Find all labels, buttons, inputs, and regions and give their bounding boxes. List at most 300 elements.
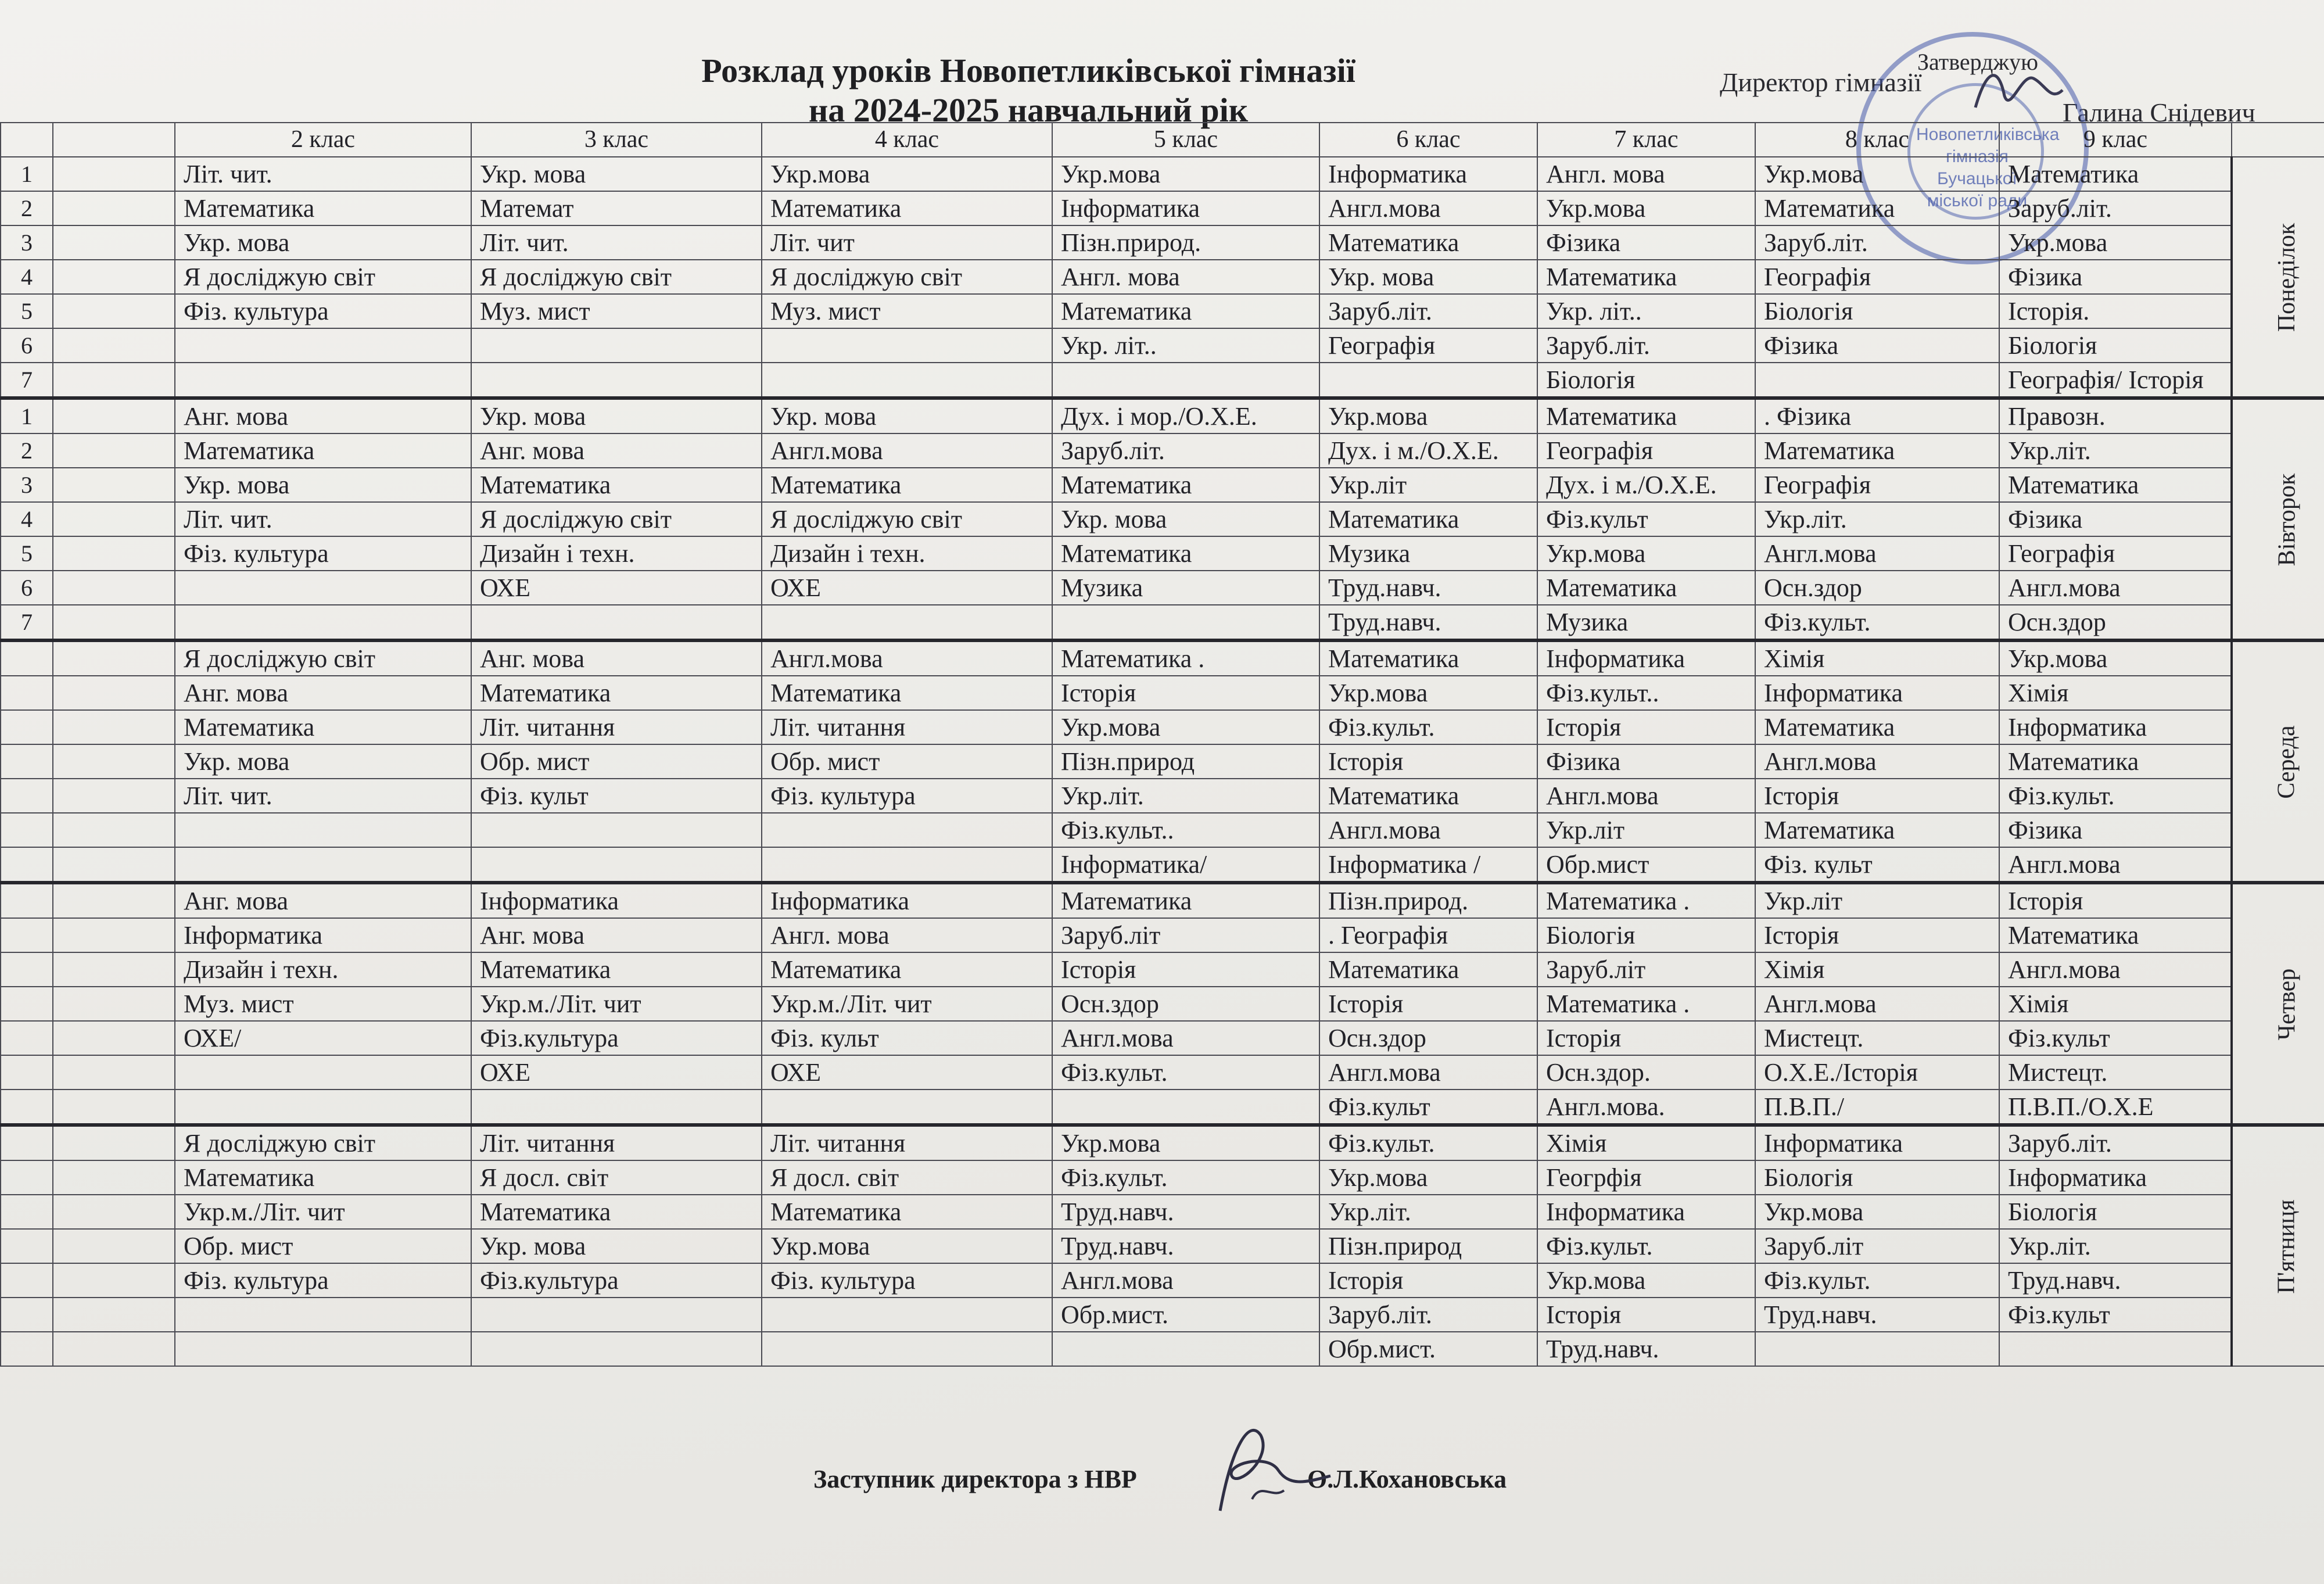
lesson-number: 5: [1, 294, 53, 328]
lesson-cell: Історія: [1755, 779, 1999, 813]
lesson-cell: Укр.м./Літ. чит: [762, 987, 1052, 1021]
lesson-cell: Математика: [1999, 744, 2232, 779]
lesson-cell: Історія: [1319, 744, 1537, 779]
lesson-cell: Математика: [1319, 640, 1537, 676]
lesson-cell: Англ.мова: [1755, 744, 1999, 779]
lesson-cell: Фізика: [1537, 225, 1755, 260]
lesson-cell: Історія: [1319, 987, 1537, 1021]
blank-cell: [53, 433, 175, 468]
day-label-cell: [2232, 883, 2324, 1125]
lesson-cell: Укр.мова: [1537, 536, 1755, 571]
lesson-cell: П.В.П./: [1755, 1090, 1999, 1125]
lesson-cell: Я досліджую світ: [762, 502, 1052, 536]
lesson-cell: Математика: [1319, 779, 1537, 813]
lesson-cell: [175, 363, 471, 398]
director-label: Директор гімназії: [1720, 67, 1922, 97]
blank-cell: [53, 225, 175, 260]
lesson-cell: Укр. мова: [471, 1229, 762, 1263]
lesson-cell: Я досліджую світ: [471, 260, 762, 294]
lesson-cell: Фіз. культура: [175, 536, 471, 571]
lesson-row: [1, 502, 2324, 536]
blank-cell: [53, 1195, 175, 1229]
lesson-row: [1, 952, 2324, 987]
lesson-cell: Математика: [1537, 571, 1755, 605]
lesson-number: [1, 1125, 53, 1160]
blank-cell: [53, 640, 175, 676]
lesson-cell: [175, 813, 471, 847]
lesson-cell: Фіз.культ: [1537, 502, 1755, 536]
lesson-cell: Математика .: [1052, 640, 1319, 676]
lesson-cell: Біологія: [1537, 918, 1755, 952]
lesson-cell: Історія: [1319, 1263, 1537, 1298]
lesson-cell: Літ. читання: [762, 710, 1052, 744]
lesson-row: [1, 157, 2324, 191]
lesson-row: [1, 328, 2324, 363]
lesson-cell: Укр.літ.: [1052, 779, 1319, 813]
lesson-cell: Укр. літ..: [1537, 294, 1755, 328]
lesson-cell: Літ. чит: [762, 225, 1052, 260]
lesson-cell: Фізика: [1537, 744, 1755, 779]
lesson-cell: Заруб.літ.: [1052, 433, 1319, 468]
lesson-cell: Математика: [1755, 710, 1999, 744]
lesson-number: [1, 813, 53, 847]
lesson-cell: Дух. і м./О.Х.Е.: [1319, 433, 1537, 468]
lesson-cell: Літ. чит.: [175, 779, 471, 813]
lesson-number: [1, 1021, 53, 1055]
lesson-cell: Математика: [762, 468, 1052, 502]
lesson-cell: Заруб.літ.: [1755, 225, 1999, 260]
lesson-cell: Інформатика: [1755, 676, 1999, 710]
lesson-cell: . Фізика: [1755, 398, 1999, 433]
day-label-cell: [2232, 157, 2324, 398]
lesson-cell: Дизайн і техн.: [762, 536, 1052, 571]
lesson-cell: [762, 847, 1052, 883]
lesson-cell: Інформатика: [1999, 1160, 2232, 1195]
lesson-cell: Фіз.культ..: [1537, 676, 1755, 710]
lesson-number: 1: [1, 157, 53, 191]
lesson-cell: Математика: [175, 1160, 471, 1195]
lesson-cell: Математика: [175, 710, 471, 744]
lesson-cell: [471, 363, 762, 398]
stamp-line-3: міської ради: [1927, 191, 2028, 210]
blank-cell: [53, 710, 175, 744]
lesson-cell: Математика: [471, 676, 762, 710]
lesson-cell: Інформатика: [1755, 1125, 1999, 1160]
lesson-cell: Укр. мова: [175, 225, 471, 260]
lesson-number: [1, 1055, 53, 1090]
lesson-number: [1, 952, 53, 987]
lesson-cell: Укр.мова: [1052, 710, 1319, 744]
blank-cell: [53, 1090, 175, 1125]
lesson-row: [1, 398, 2324, 433]
deputy-name: О.Л.Кохановська: [1307, 1465, 1507, 1493]
lesson-cell: Історія: [1537, 1298, 1755, 1332]
lesson-cell: Фіз. культура: [175, 1263, 471, 1298]
blank-cell: [53, 1125, 175, 1160]
day-label: Четвер: [2273, 968, 2300, 1041]
title-line-2: на 2024-2025 навчальний рік: [808, 91, 1249, 129]
blank-cell: [53, 779, 175, 813]
lesson-cell: Літ. читання: [471, 710, 762, 744]
lesson-row: [1, 536, 2324, 571]
blank-cell: [53, 571, 175, 605]
lesson-cell: [471, 328, 762, 363]
lesson-cell: Літ. читання: [471, 1125, 762, 1160]
lesson-cell: Географія: [1755, 260, 1999, 294]
lesson-cell: Англ. мова: [1052, 260, 1319, 294]
lesson-cell: Осн.здор: [1319, 1021, 1537, 1055]
lesson-cell: Укр.м./Літ. чит: [175, 1195, 471, 1229]
lesson-cell: Географія/ Історія: [1999, 363, 2232, 398]
lesson-cell: ОХЕ: [762, 571, 1052, 605]
director-signature-icon: [1964, 55, 2068, 125]
blank-cell: [53, 1229, 175, 1263]
lesson-cell: [762, 1332, 1052, 1366]
blank-cell: [53, 157, 175, 191]
lesson-cell: Укр. мова: [762, 398, 1052, 433]
lesson-cell: Інформатика: [1319, 157, 1537, 191]
lesson-cell: Математика: [762, 1195, 1052, 1229]
lesson-cell: Англ.мова: [1537, 779, 1755, 813]
lesson-cell: Укр.літ: [1537, 813, 1755, 847]
lesson-cell: [175, 571, 471, 605]
lesson-number: [1, 1195, 53, 1229]
blank-cell: [53, 744, 175, 779]
lesson-cell: Англ.мова.: [1537, 1090, 1755, 1125]
lesson-number: 1: [1, 398, 53, 433]
day-label: П'ятниця: [2273, 1199, 2300, 1294]
lesson-number: [1, 883, 53, 918]
lesson-cell: Фіз. культура: [762, 1263, 1052, 1298]
lesson-cell: Інформатика/: [1052, 847, 1319, 883]
page-title: [593, 51, 1464, 130]
lesson-cell: Математика: [1052, 536, 1319, 571]
lesson-cell: [762, 1090, 1052, 1125]
lesson-cell: Фіз.культура: [471, 1263, 762, 1298]
lesson-cell: Математика: [175, 433, 471, 468]
lesson-cell: Математика: [1052, 468, 1319, 502]
blank-cell: [53, 294, 175, 328]
lesson-cell: Математика .: [1537, 883, 1755, 918]
header-class: 6 клас: [1319, 123, 1537, 157]
blank-cell: [53, 1263, 175, 1298]
blank-cell: [53, 987, 175, 1021]
lesson-cell: Укр. мова: [471, 157, 762, 191]
lesson-cell: Труд.навч.: [1755, 1298, 1999, 1332]
lesson-cell: ОХЕ: [471, 1055, 762, 1090]
lesson-cell: Я досл. світ: [471, 1160, 762, 1195]
lesson-number: [1, 1332, 53, 1366]
deputy-block: [813, 1464, 1507, 1494]
lesson-row: [1, 847, 2324, 883]
lesson-cell: Обр.мист: [1537, 847, 1755, 883]
lesson-row: [1, 640, 2324, 676]
lesson-cell: ОХЕ: [471, 571, 762, 605]
lesson-cell: Англ.мова: [1319, 191, 1537, 225]
lesson-cell: Обр. мист: [471, 744, 762, 779]
blank-cell: [53, 468, 175, 502]
lesson-row: [1, 1021, 2324, 1055]
lesson-cell: Фіз. культура: [762, 779, 1052, 813]
lesson-cell: Фіз. культура: [175, 294, 471, 328]
blank-cell: [53, 328, 175, 363]
lesson-row: [1, 571, 2324, 605]
lesson-cell: Музика: [1319, 536, 1537, 571]
lesson-cell: Хімія: [1755, 640, 1999, 676]
lesson-cell: Географія: [1537, 433, 1755, 468]
lesson-cell: [1052, 605, 1319, 640]
lesson-cell: Фізика: [1999, 260, 2232, 294]
lesson-cell: Музика: [1537, 605, 1755, 640]
lesson-cell: Математика: [175, 191, 471, 225]
lesson-row: [1, 1229, 2324, 1263]
lesson-cell: Укр.літ.: [1319, 1195, 1537, 1229]
lesson-cell: [762, 328, 1052, 363]
lesson-cell: Укр.мова: [1537, 1263, 1755, 1298]
lesson-cell: Історія: [1052, 952, 1319, 987]
lesson-row: [1, 191, 2324, 225]
lesson-cell: Фіз.культ.: [1537, 1229, 1755, 1263]
lesson-cell: Анг. мова: [471, 433, 762, 468]
header-class: 7 клас: [1537, 123, 1755, 157]
lesson-cell: [175, 605, 471, 640]
lesson-cell: Фіз. культ: [762, 1021, 1052, 1055]
lesson-cell: Труд.навч.: [1052, 1229, 1319, 1263]
lesson-number: [1, 847, 53, 883]
blank-cell: [53, 883, 175, 918]
lesson-cell: Фіз.культ.: [1052, 1160, 1319, 1195]
lesson-number: 2: [1, 191, 53, 225]
lesson-cell: Математика: [1319, 952, 1537, 987]
lesson-row: [1, 1160, 2324, 1195]
lesson-cell: [762, 605, 1052, 640]
lesson-cell: Обр. мист: [762, 744, 1052, 779]
lesson-number: [1, 1229, 53, 1263]
lesson-number: 7: [1, 605, 53, 640]
lesson-cell: Труд.навч.: [1319, 605, 1537, 640]
lesson-cell: Укр.мова: [1319, 1160, 1537, 1195]
lesson-cell: Укр. мова: [175, 468, 471, 502]
lesson-cell: Укр. мова: [1319, 260, 1537, 294]
deputy-signature-icon: [1197, 1412, 1342, 1528]
lesson-cell: Заруб.літ.: [1319, 1298, 1537, 1332]
lesson-cell: Осн.здор.: [1537, 1055, 1755, 1090]
lesson-row: [1, 1195, 2324, 1229]
lesson-cell: [1755, 1332, 1999, 1366]
day-label: Вівторок: [2273, 473, 2300, 567]
lesson-cell: Англ.мова: [1319, 813, 1537, 847]
lesson-cell: Англ.мова: [1999, 952, 2232, 987]
blank-cell: [53, 847, 175, 883]
lesson-row: [1, 1332, 2324, 1366]
lesson-cell: Літ. чит.: [175, 502, 471, 536]
lesson-cell: Анг. мова: [471, 640, 762, 676]
header-class: 9 клас: [1999, 123, 2232, 157]
lesson-cell: Англ.мова: [1052, 1021, 1319, 1055]
lesson-cell: Укр.мова: [762, 157, 1052, 191]
lesson-cell: Я досліджую світ: [762, 260, 1052, 294]
day-label-cell: [2232, 1125, 2324, 1366]
lesson-row: [1, 779, 2324, 813]
lesson-cell: Англ.мова: [762, 433, 1052, 468]
lesson-number: 6: [1, 571, 53, 605]
director-name: Галина Снідевич: [2063, 98, 2255, 127]
lesson-number: [1, 779, 53, 813]
lesson-cell: Історія: [1537, 1021, 1755, 1055]
lesson-cell: [175, 1332, 471, 1366]
lesson-cell: Математика: [1052, 883, 1319, 918]
lesson-cell: Я досліджую світ: [175, 640, 471, 676]
lesson-cell: Інформатика: [471, 883, 762, 918]
lesson-cell: [175, 1055, 471, 1090]
lesson-cell: Пізн.природ: [1319, 1229, 1537, 1263]
blank-cell: [53, 952, 175, 987]
lesson-cell: Фізика: [1999, 813, 2232, 847]
lesson-cell: Математика: [1319, 225, 1537, 260]
lesson-cell: Мистецт.: [1755, 1021, 1999, 1055]
lesson-row: [1, 605, 2324, 640]
title-line-1: Розклад уроків Новопетликівської гімназії: [701, 52, 1355, 89]
lesson-cell: Фіз.культ: [1999, 1298, 2232, 1332]
lesson-cell: Фіз.культ.: [1319, 1125, 1537, 1160]
blank-cell: [53, 260, 175, 294]
lesson-number: 5: [1, 536, 53, 571]
lesson-cell: [175, 1090, 471, 1125]
header-class: 5 клас: [1052, 123, 1319, 157]
lesson-cell: Історія: [1999, 883, 2232, 918]
lesson-cell: Інформатика: [175, 918, 471, 952]
lesson-cell: Історія.: [1999, 294, 2232, 328]
lesson-cell: Фіз.культ.: [1319, 710, 1537, 744]
lesson-cell: Заруб.літ.: [1999, 1125, 2232, 1160]
lesson-cell: Англ.мова: [1999, 847, 2232, 883]
lesson-cell: Англ.мова: [1755, 536, 1999, 571]
stamp-line-1: Новопетликівська: [1916, 125, 2060, 144]
lesson-cell: Математика: [471, 468, 762, 502]
lesson-cell: Фізика: [1755, 328, 1999, 363]
lesson-cell: Фіз.культ.: [1755, 1263, 1999, 1298]
lesson-cell: Заруб.літ.: [1999, 191, 2232, 225]
lesson-cell: Математика: [1319, 502, 1537, 536]
lesson-cell: Обр. мист: [175, 1229, 471, 1263]
lesson-cell: [175, 328, 471, 363]
header-blank: [53, 123, 175, 157]
lesson-cell: Англ.мова: [1999, 571, 2232, 605]
lesson-cell: Правозн.: [1999, 398, 2232, 433]
lesson-cell: Фіз.культ: [1999, 1021, 2232, 1055]
blank-cell: [53, 1160, 175, 1195]
lesson-cell: Обр.мист.: [1319, 1332, 1537, 1366]
lesson-cell: Фіз. культ: [1755, 847, 1999, 883]
lesson-cell: Заруб.літ.: [1319, 294, 1537, 328]
lesson-cell: Укр.мова: [1319, 676, 1537, 710]
lesson-cell: Укр.мова: [1999, 225, 2232, 260]
lesson-cell: Літ. чит.: [471, 225, 762, 260]
lesson-row: [1, 1298, 2324, 1332]
lesson-number: [1, 1263, 53, 1298]
day-label-cell: [2232, 398, 2324, 640]
lesson-cell: Я досл. світ: [762, 1160, 1052, 1195]
lesson-cell: Математика: [1755, 433, 1999, 468]
lesson-number: 4: [1, 260, 53, 294]
lesson-cell: Труд.навч.: [1999, 1263, 2232, 1298]
lesson-row: [1, 260, 2324, 294]
lesson-cell: Фіз.культ: [1319, 1090, 1537, 1125]
lesson-number: [1, 744, 53, 779]
lesson-cell: Історія: [1052, 676, 1319, 710]
lesson-cell: Фіз.культ..: [1052, 813, 1319, 847]
lesson-cell: Англ.мова: [1755, 987, 1999, 1021]
lesson-row: [1, 710, 2324, 744]
lesson-cell: [471, 847, 762, 883]
lesson-cell: Математика: [1999, 918, 2232, 952]
lesson-row: [1, 918, 2324, 952]
lesson-number: 3: [1, 225, 53, 260]
lesson-cell: [1755, 363, 1999, 398]
header-class: 2 клас: [175, 123, 471, 157]
lesson-cell: ОХЕ: [762, 1055, 1052, 1090]
lesson-cell: Укр. мова: [1052, 502, 1319, 536]
blank-cell: [53, 813, 175, 847]
lesson-number: 2: [1, 433, 53, 468]
lesson-cell: Географія: [1999, 536, 2232, 571]
lesson-row: [1, 433, 2324, 468]
lesson-number: 7: [1, 363, 53, 398]
lesson-cell: Муз. мист: [762, 294, 1052, 328]
lesson-cell: Укр.мова: [1755, 157, 1999, 191]
lesson-cell: Англ. мова: [762, 918, 1052, 952]
lesson-cell: Осн.здор: [1755, 571, 1999, 605]
lesson-cell: Укр.літ: [1319, 468, 1537, 502]
lesson-cell: Укр.літ.: [1999, 433, 2232, 468]
lesson-cell: Хімія: [1999, 987, 2232, 1021]
blank-cell: [53, 1298, 175, 1332]
lesson-cell: Математика: [762, 191, 1052, 225]
lesson-row: [1, 987, 2324, 1021]
lesson-cell: Історія: [1537, 710, 1755, 744]
lesson-cell: Інформатика: [762, 883, 1052, 918]
lesson-cell: Анг. мова: [175, 676, 471, 710]
lesson-cell: Укр.мова: [1052, 157, 1319, 191]
lesson-cell: Літ. чит.: [175, 157, 471, 191]
deputy-title: Заступник директора з НВР: [813, 1465, 1137, 1493]
lesson-cell: Математ: [471, 191, 762, 225]
lesson-cell: Укр.м./Літ. чит: [471, 987, 762, 1021]
lesson-cell: Муз. мист: [175, 987, 471, 1021]
lesson-cell: Укр.мова: [762, 1229, 1052, 1263]
lesson-cell: Дизайн і техн.: [471, 536, 762, 571]
lesson-cell: Труд.навч.: [1052, 1195, 1319, 1229]
lesson-cell: Географія: [1755, 468, 1999, 502]
lesson-row: [1, 294, 2324, 328]
lesson-cell: Труд.навч.: [1319, 571, 1537, 605]
lesson-cell: Інформатика /: [1319, 847, 1537, 883]
lesson-cell: Заруб.літ: [1052, 918, 1319, 952]
lesson-cell: Фіз. культ: [471, 779, 762, 813]
lesson-number: [1, 1160, 53, 1195]
lesson-cell: [1052, 1090, 1319, 1125]
lesson-cell: Укр.літ.: [1999, 1229, 2232, 1263]
lesson-number: [1, 640, 53, 676]
blank-cell: [53, 398, 175, 433]
lesson-cell: Укр.мова: [1319, 398, 1537, 433]
lesson-cell: Географія: [1319, 328, 1537, 363]
lesson-number: [1, 676, 53, 710]
lesson-cell: Укр.мова: [1755, 1195, 1999, 1229]
day-label-cell: [2232, 640, 2324, 883]
lesson-cell: Геогрфія: [1537, 1160, 1755, 1195]
lesson-cell: Біологія: [1755, 294, 1999, 328]
